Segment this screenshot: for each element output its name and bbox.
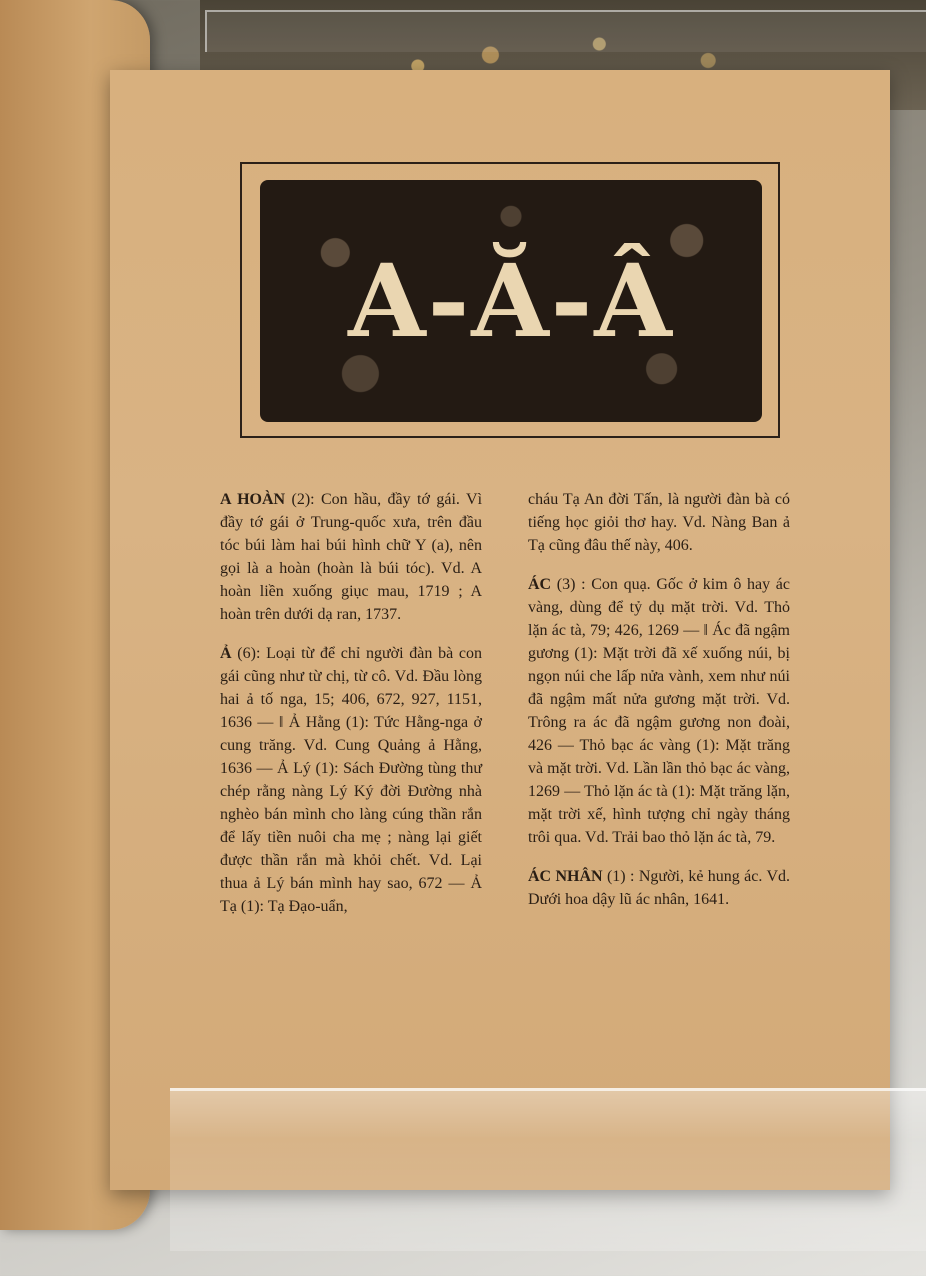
entry-text: (3) : Con quạ. Gốc ở kim ô hay ác vàng, dùng để tỷ dụ mặt trời. Vd. Thỏ lặn ác tà, 79; 426, 1269 — ‖ Ác đã ngậm gương (1): Mặt trời đã xế xuống núi, bị ngọn núi che lấp nửa vành, xem như núi đã ngậm mất nửa gương mặt trời. Vd. Trông ra ác đã ngậm gương non đoài, 426 — Thỏ bạc ác vàng (1): Mặt trăng và mặt trời. Vd. Lần lần thỏ bạc ác vàng, 1269 — Thỏ lặn ác tà (1): Mặt trăng lặn, mặt trời xế, hình tượng chỉ ngày tháng trôi qua. Vd. Trải bao thỏ lặn ác tà, 79.	[528, 576, 791, 846]
left-column	[220, 488, 482, 934]
entry-text: cháu Tạ An đời Tấn, là người đàn bà có tiếng học giỏi thơ hay. Vd. Nàng Ban ả Tạ cũng đâu thế này, 406.	[528, 491, 790, 554]
section-heading: A-Ă-Â	[348, 242, 674, 360]
acrylic-stand-base	[170, 1088, 926, 1251]
entry-headword: Ả	[220, 645, 232, 662]
entry-headword: ÁC NHÂN	[528, 868, 603, 885]
entry-a	[220, 642, 482, 918]
entry-headword: A HOÀN	[220, 491, 286, 508]
entry-text: (2): Con hầu, đầy tớ gái. Vì đầy tớ gái ở Trung-quốc xưa, trên đầu tóc búi làm hai búi hình chữ Y (a), nên gọi là a hoàn (hoàn là búi tóc). Vd. A hoàn liền xuống giục mau, 1719 ; A hoàn trên dưới dạ ran, 1737.	[220, 491, 483, 623]
entry-ac-nhan	[528, 865, 790, 911]
entry-headword: ÁC	[528, 576, 552, 593]
acrylic-stand-top	[205, 10, 926, 52]
right-column	[528, 488, 790, 927]
entry-continuation	[528, 488, 790, 557]
heading-frame	[240, 162, 780, 438]
entry-a-hoan	[220, 488, 482, 626]
entry-ac	[528, 573, 790, 849]
ornamental-panel	[260, 180, 762, 422]
entry-text: (6): Loại từ để chỉ người đàn bà con gái cũng như từ chị, từ cô. Vd. Đầu lòng hai ả tố nga, 15; 406, 672, 927, 1151, 1636 — ‖ Ả Hằng (1): Tức Hằng-nga ở cung trăng. Vd. Cung Quảng ả Hằng, 1636 — Ả Lý (1): Sách Đường tùng thư chép rằng nàng Lý Ký đời Đường nhà nghèo bán mình cho làng cúng thần rắn để lấy tiền nuôi cha mẹ ; nàng lại giết được thần rắn mà khỏi chết. Vd. Lại thua ả Lý bán mình hay sao, 672 — Ả Tạ (1): Tạ Đạo-uẩn,	[220, 645, 483, 915]
entry-text: (1) : Người, kẻ hung ác. Vd. Dưới hoa dậy lũ ác nhân, 1641.	[528, 868, 790, 908]
